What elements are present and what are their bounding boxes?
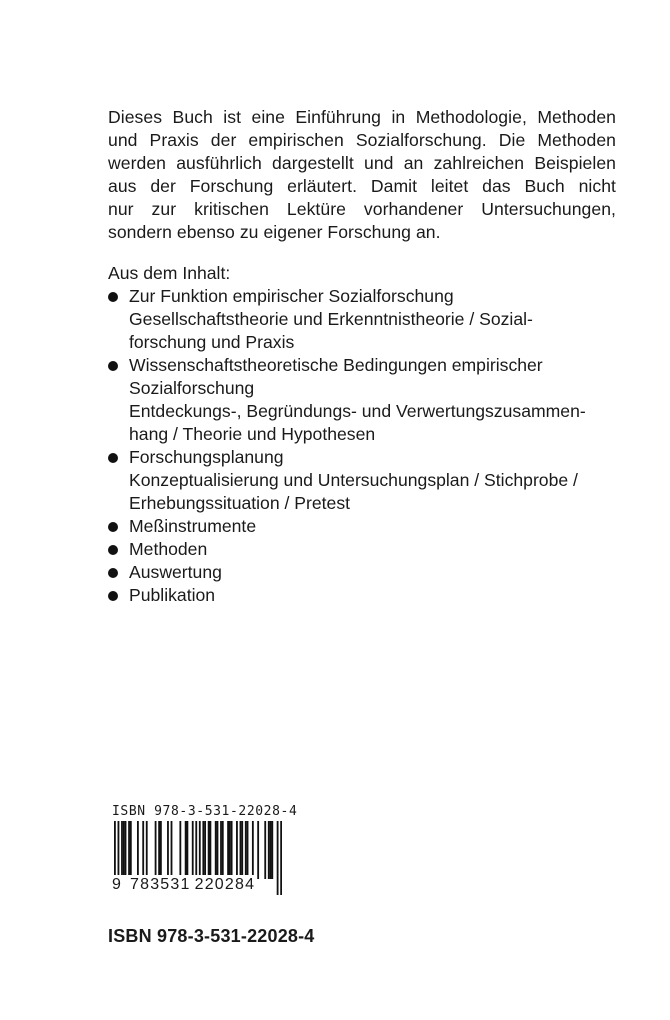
list-item-line: Erhebungssituation / Pretest [129, 493, 351, 513]
barcode-bar [229, 821, 231, 879]
barcode-bar [185, 821, 187, 879]
list-item-line: Methoden [129, 539, 208, 559]
barcode-bar [247, 821, 249, 879]
list-item [108, 584, 608, 607]
bullet-icon [108, 568, 118, 578]
list-item [108, 446, 608, 515]
list-item-line: Forschungsplanung [129, 447, 284, 467]
list-item [108, 354, 608, 446]
list-item-line: Sozialforschung [129, 378, 255, 398]
barcode-bar [270, 821, 272, 879]
blurb-line: aus der Forschung erläutert. Damit leitet das Buch nicht [108, 176, 616, 196]
barcode-bar [222, 821, 224, 879]
list-item-line: hang / Theorie und Hypothesen [129, 424, 376, 444]
barcode-bar [245, 821, 247, 879]
list-item-line: forschung und Praxis [129, 332, 295, 352]
barcode-digit-group: 220284 [194, 876, 256, 893]
barcode-bar [123, 821, 125, 879]
barcode-bar [215, 821, 217, 879]
barcode-bar [179, 821, 181, 879]
barcode-bar [125, 821, 127, 879]
barcode-bar [192, 821, 194, 879]
bullet-icon [108, 453, 118, 463]
barcode-bar [146, 821, 148, 879]
barcode-bar [231, 821, 233, 879]
bullet-icon [108, 361, 118, 371]
isbn-footer: ISBN 978-3-531-22028-4 [108, 926, 315, 946]
contents-heading: Aus dem Inhalt: [108, 263, 231, 283]
contents-list [108, 285, 608, 607]
barcode-bar [167, 821, 169, 879]
barcode-guard-bar [280, 821, 282, 895]
barcode-bar [202, 821, 204, 879]
barcode-isbn-label: ISBN 978-3-531-22028-4 [112, 804, 298, 819]
blurb-line: Dieses Buch ist eine Einführung in Methodologie, Methoden [108, 107, 616, 127]
list-item-line: Publikation [129, 585, 216, 605]
barcode-bar [158, 821, 160, 879]
list-item-line: Meßinstrumente [129, 516, 257, 536]
bullet-icon [108, 545, 118, 555]
list-item-line: Entdeckungs-, Begründungs- und Verwertungszusammen- [129, 401, 586, 421]
barcode-bar [121, 821, 123, 879]
barcode-bar [208, 821, 210, 879]
blurb-line: sondern ebenso zu eigener Forschung an. [108, 222, 441, 242]
barcode-digits [112, 875, 257, 895]
bullet-icon [108, 292, 118, 302]
barcode-bar [271, 821, 273, 879]
barcode-bar [240, 821, 242, 879]
barcode-bar [187, 821, 189, 879]
barcode-bar [236, 821, 238, 879]
bullet-icon [108, 591, 118, 601]
barcode-bar [268, 821, 270, 879]
barcode-bar [137, 821, 139, 879]
barcode-bar [264, 821, 266, 879]
list-item-line: Zur Funktion empirischer Sozialforschung [129, 286, 454, 306]
barcode-guard-bar [277, 821, 279, 895]
barcode-bar [217, 821, 219, 879]
barcode-bar [128, 821, 130, 879]
list-item [108, 285, 608, 354]
barcode-bar [241, 821, 243, 879]
barcode-bar [160, 821, 162, 879]
barcode-bar [204, 821, 206, 879]
list-item-line: Konzeptualisierung und Untersuchungsplan / Stichprobe / [129, 470, 578, 490]
blurb-line: werden ausführlich dargestellt und an zahlreichen Beispielen [108, 153, 616, 173]
blurb-line: nur zur kritischen Lektüre vorhandener Untersuchungen, [108, 199, 616, 219]
barcode-digit-group: 783531 [130, 876, 191, 893]
list-item [108, 515, 608, 538]
list-item-line: Gesellschaftstheorie und Erkenntnistheorie / Sozial- [129, 309, 533, 329]
blurb-line: und Praxis der empirischen Sozialforschung. Die Methoden [108, 130, 616, 150]
barcode-bar [252, 821, 254, 879]
list-item [108, 561, 608, 584]
blurb-paragraph [108, 106, 616, 244]
list-item-line: Auswertung [129, 562, 222, 582]
barcode-bar [155, 821, 157, 879]
barcode-bar [130, 821, 132, 879]
list-item [108, 538, 608, 561]
bullet-icon [108, 522, 118, 532]
barcode-bar [220, 821, 222, 879]
barcode-bar [209, 821, 211, 879]
barcode-bar [142, 821, 144, 879]
barcode-bar [227, 821, 229, 879]
list-item-line: Wissenschaftstheoretische Bedingungen empirischer [129, 355, 543, 375]
barcode-bar [171, 821, 173, 879]
barcode-bar [257, 821, 259, 879]
barcode-digit-first: 9 [112, 876, 121, 893]
